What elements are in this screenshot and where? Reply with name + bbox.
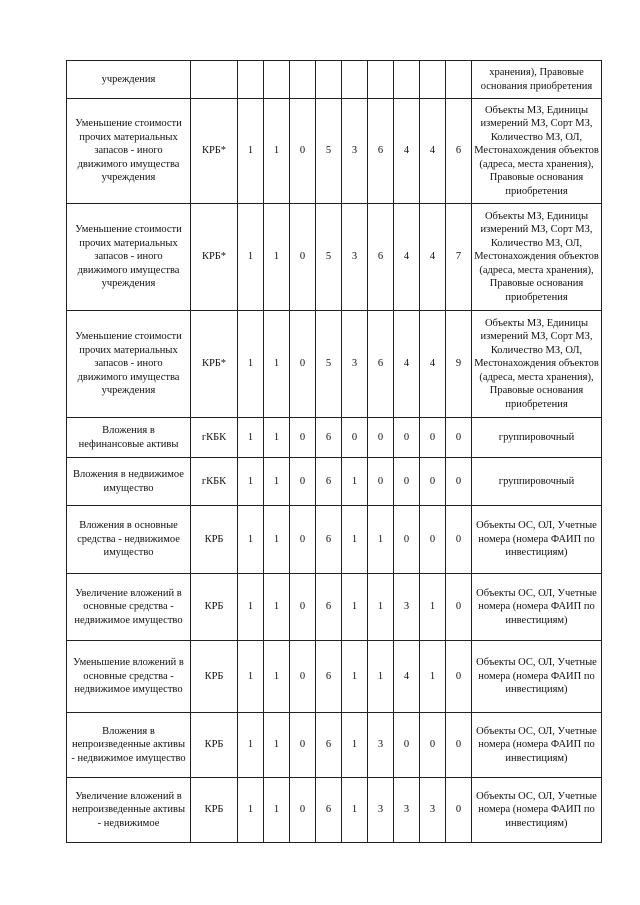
account-digit-cell: 9 xyxy=(446,311,472,418)
account-digit-cell: 0 xyxy=(394,506,420,574)
account-digit-cell: 3 xyxy=(342,204,368,311)
account-digit-cell: 0 xyxy=(290,311,316,418)
account-digit-cell: 0 xyxy=(368,458,394,506)
account-digit-cell: 1 xyxy=(420,574,446,641)
account-digit-cell xyxy=(342,61,368,99)
identifier-cell: КРБ xyxy=(191,574,238,641)
account-digit-cell: 6 xyxy=(368,99,394,204)
account-digit-cell: 0 xyxy=(394,458,420,506)
account-digit-cell: 5 xyxy=(316,99,342,204)
identifier-cell: КРБ* xyxy=(191,99,238,204)
account-digit-cell xyxy=(264,61,290,99)
accounts-table xyxy=(66,60,602,843)
account-digit-cell xyxy=(394,61,420,99)
account-digit-cell: 6 xyxy=(368,311,394,418)
account-digit-cell: 1 xyxy=(238,713,264,778)
account-digit-cell: 5 xyxy=(316,204,342,311)
account-name-cell: Вложения в непроизведенные активы - недвижимое имущество xyxy=(67,713,191,778)
account-digit-cell xyxy=(420,61,446,99)
account-digit-cell: 1 xyxy=(342,574,368,641)
account-digit-cell xyxy=(238,61,264,99)
account-digit-cell: 0 xyxy=(420,506,446,574)
table-row xyxy=(67,574,602,641)
account-digit-cell: 3 xyxy=(342,311,368,418)
account-digit-cell: 0 xyxy=(342,418,368,458)
account-digit-cell: 4 xyxy=(420,204,446,311)
account-digit-cell: 1 xyxy=(238,311,264,418)
account-digit-cell: 1 xyxy=(342,778,368,843)
account-digit-cell: 1 xyxy=(342,641,368,713)
account-digit-cell: 1 xyxy=(238,506,264,574)
account-digit-cell: 1 xyxy=(264,311,290,418)
analytics-cell: Объекты МЗ, Единицы измерений МЗ, Сорт МЗ, Количество МЗ, ОЛ, Местонахождения объектов (адреса, места хранения), Правовые основания приобретения xyxy=(472,204,602,311)
table-row xyxy=(67,641,602,713)
account-digit-cell: 1 xyxy=(264,418,290,458)
account-digit-cell: 1 xyxy=(420,641,446,713)
analytics-cell: группировочный xyxy=(472,418,602,458)
account-digit-cell: 6 xyxy=(316,778,342,843)
account-digit-cell: 0 xyxy=(446,574,472,641)
account-digit-cell: 5 xyxy=(316,311,342,418)
account-digit-cell: 0 xyxy=(290,458,316,506)
account-digit-cell: 1 xyxy=(264,204,290,311)
account-name-cell: Вложения в недвижимое имущество xyxy=(67,458,191,506)
account-digit-cell: 0 xyxy=(290,778,316,843)
account-digit-cell: 6 xyxy=(316,641,342,713)
account-digit-cell: 1 xyxy=(264,574,290,641)
table-row xyxy=(67,778,602,843)
account-digit-cell: 7 xyxy=(446,204,472,311)
table-row xyxy=(67,61,602,99)
account-digit-cell: 6 xyxy=(368,204,394,311)
account-name-cell: Уменьшение стоимости прочих материальных запасов - иного движимого имущества учреждения xyxy=(67,204,191,311)
account-digit-cell: 3 xyxy=(420,778,446,843)
account-digit-cell: 4 xyxy=(394,641,420,713)
account-digit-cell: 0 xyxy=(290,574,316,641)
account-digit-cell: 1 xyxy=(264,99,290,204)
account-digit-cell: 6 xyxy=(316,713,342,778)
account-name-cell: Увеличение вложений в основные средства - недвижимое имущество xyxy=(67,574,191,641)
account-digit-cell: 0 xyxy=(290,641,316,713)
analytics-cell: хранения), Правовые основания приобретения xyxy=(472,61,602,99)
analytics-cell: Объекты МЗ, Единицы измерений МЗ, Сорт МЗ, Количество МЗ, ОЛ, Местонахождения объектов (адреса, места хранения), Правовые основания приобретения xyxy=(472,99,602,204)
account-name-cell: Вложения в нефинансовые активы xyxy=(67,418,191,458)
table-row xyxy=(67,99,602,204)
account-digit-cell xyxy=(446,61,472,99)
table-row xyxy=(67,418,602,458)
account-digit-cell: 0 xyxy=(420,458,446,506)
identifier-cell: КРБ xyxy=(191,506,238,574)
table-row xyxy=(67,713,602,778)
account-digit-cell: 1 xyxy=(368,506,394,574)
identifier-cell xyxy=(191,61,238,99)
account-digit-cell: 0 xyxy=(290,713,316,778)
analytics-cell: группировочный xyxy=(472,458,602,506)
identifier-cell: гКБК xyxy=(191,458,238,506)
account-digit-cell: 0 xyxy=(446,778,472,843)
account-digit-cell: 0 xyxy=(290,418,316,458)
account-digit-cell: 1 xyxy=(238,99,264,204)
account-digit-cell: 1 xyxy=(238,204,264,311)
account-digit-cell: 0 xyxy=(446,641,472,713)
account-digit-cell: 4 xyxy=(394,99,420,204)
account-digit-cell: 0 xyxy=(290,204,316,311)
account-digit-cell: 4 xyxy=(420,311,446,418)
account-digit-cell: 0 xyxy=(394,713,420,778)
account-digit-cell: 3 xyxy=(342,99,368,204)
account-digit-cell: 6 xyxy=(316,574,342,641)
account-digit-cell xyxy=(368,61,394,99)
identifier-cell: КРБ xyxy=(191,778,238,843)
account-digit-cell: 6 xyxy=(316,458,342,506)
account-digit-cell: 1 xyxy=(342,458,368,506)
account-digit-cell: 1 xyxy=(264,506,290,574)
analytics-cell: Объекты ОС, ОЛ, Учетные номера (номера ФАИП по инвестициям) xyxy=(472,506,602,574)
identifier-cell: КРБ xyxy=(191,641,238,713)
account-digit-cell: 3 xyxy=(394,778,420,843)
account-digit-cell xyxy=(290,61,316,99)
account-digit-cell: 0 xyxy=(420,713,446,778)
account-name-cell: учреждения xyxy=(67,61,191,99)
table-row xyxy=(67,458,602,506)
account-digit-cell xyxy=(316,61,342,99)
table-row xyxy=(67,506,602,574)
identifier-cell: КРБ* xyxy=(191,204,238,311)
account-digit-cell: 0 xyxy=(446,418,472,458)
account-digit-cell: 3 xyxy=(368,778,394,843)
analytics-cell: Объекты ОС, ОЛ, Учетные номера (номера ФАИП по инвестициям) xyxy=(472,713,602,778)
account-digit-cell: 1 xyxy=(238,574,264,641)
table-body xyxy=(67,61,602,843)
identifier-cell: гКБК xyxy=(191,418,238,458)
table-row xyxy=(67,311,602,418)
analytics-cell: Объекты ОС, ОЛ, Учетные номера (номера ФАИП по инвестициям) xyxy=(472,641,602,713)
account-digit-cell: 0 xyxy=(446,713,472,778)
account-digit-cell: 1 xyxy=(368,574,394,641)
account-digit-cell: 1 xyxy=(238,778,264,843)
account-name-cell: Уменьшение стоимости прочих материальных запасов - иного движимого имущества учреждения xyxy=(67,99,191,204)
identifier-cell: КРБ* xyxy=(191,311,238,418)
account-name-cell: Увеличение вложений в непроизведенные активы - недвижимое xyxy=(67,778,191,843)
account-digit-cell: 6 xyxy=(316,506,342,574)
account-digit-cell: 0 xyxy=(290,506,316,574)
identifier-cell: КРБ xyxy=(191,713,238,778)
account-digit-cell: 1 xyxy=(238,458,264,506)
account-digit-cell: 3 xyxy=(368,713,394,778)
account-digit-cell: 1 xyxy=(238,641,264,713)
table-row xyxy=(67,204,602,311)
account-digit-cell: 1 xyxy=(264,778,290,843)
account-digit-cell: 1 xyxy=(264,458,290,506)
account-digit-cell: 1 xyxy=(264,713,290,778)
analytics-cell: Объекты ОС, ОЛ, Учетные номера (номера ФАИП по инвестициям) xyxy=(472,778,602,843)
analytics-cell: Объекты ОС, ОЛ, Учетные номера (номера ФАИП по инвестициям) xyxy=(472,574,602,641)
account-digit-cell: 0 xyxy=(446,458,472,506)
account-digit-cell: 0 xyxy=(394,418,420,458)
account-digit-cell: 0 xyxy=(290,99,316,204)
account-digit-cell: 4 xyxy=(394,204,420,311)
account-digit-cell: 4 xyxy=(394,311,420,418)
account-digit-cell: 6 xyxy=(316,418,342,458)
account-name-cell: Уменьшение вложений в основные средства - недвижимое имущество xyxy=(67,641,191,713)
account-digit-cell: 1 xyxy=(368,641,394,713)
account-digit-cell: 0 xyxy=(420,418,446,458)
account-digit-cell: 1 xyxy=(264,641,290,713)
account-digit-cell: 3 xyxy=(394,574,420,641)
analytics-cell: Объекты МЗ, Единицы измерений МЗ, Сорт МЗ, Количество МЗ, ОЛ, Местонахождения объектов (адреса, места хранения), Правовые основания приобретения xyxy=(472,311,602,418)
account-name-cell: Уменьшение стоимости прочих материальных запасов - иного движимого имущества учреждения xyxy=(67,311,191,418)
account-digit-cell: 6 xyxy=(446,99,472,204)
account-digit-cell: 1 xyxy=(342,713,368,778)
account-name-cell: Вложения в основные средства - недвижимое имущество xyxy=(67,506,191,574)
account-digit-cell: 4 xyxy=(420,99,446,204)
account-digit-cell: 0 xyxy=(368,418,394,458)
account-digit-cell: 1 xyxy=(238,418,264,458)
account-digit-cell: 1 xyxy=(342,506,368,574)
account-digit-cell: 0 xyxy=(446,506,472,574)
